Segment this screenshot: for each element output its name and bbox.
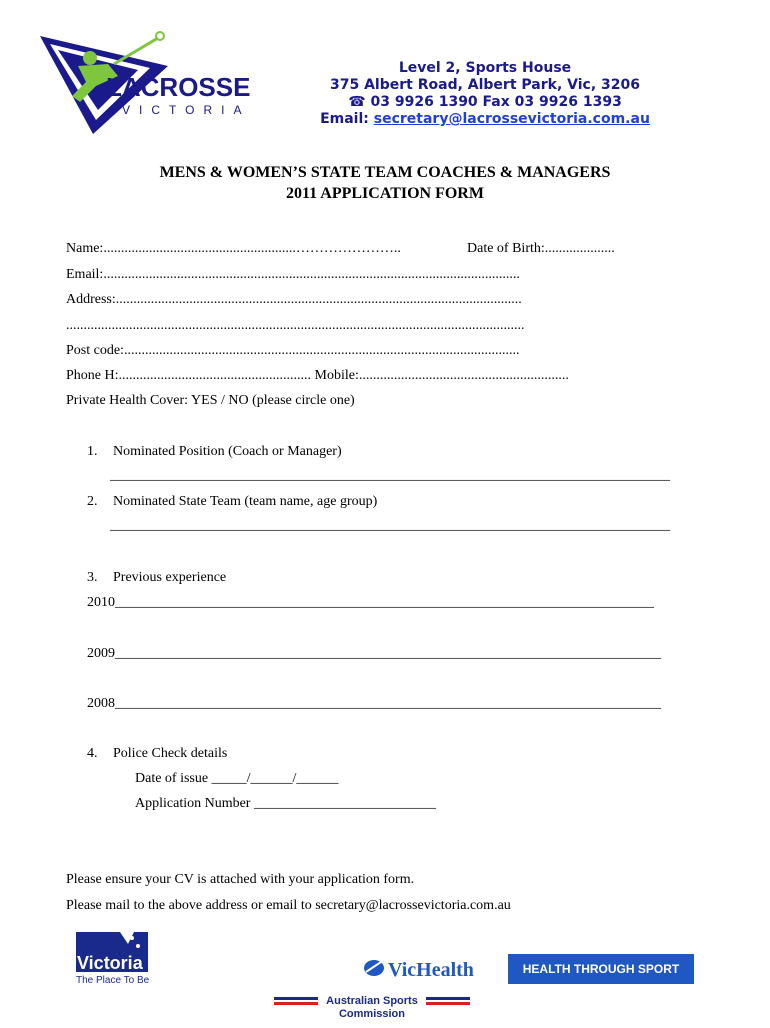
experience-2010-line[interactable]: 2010_____________________________________________________________________________ [87,595,654,610]
victoria-government-logo [74,930,152,986]
lacrosse-victoria-logo [18,16,264,140]
victoria-wordmark: Victoria [77,953,143,973]
email-label: Email: [320,111,369,127]
contact-phone [285,94,685,111]
question-3-label: Previous experience [113,570,227,585]
question-4-number: 4. [87,746,98,761]
dob-field[interactable]: Date of Birth:.................... [467,241,615,256]
asc-line-2: Commission [338,1008,406,1020]
phone-icon: ☎ [348,94,366,110]
question-4 [87,746,227,762]
question-1-number: 1. [87,444,98,459]
email-field[interactable]: Email:....................................................................................................................... [66,267,520,282]
question-2-number: 2. [87,494,98,509]
logo-wordmark: LACROSSE [106,72,251,102]
question-3 [87,570,226,586]
address-field[interactable]: Address:.................................................................................................................... [66,292,522,307]
name-field[interactable]: Name:.......................................................………………….. [66,241,401,256]
police-check-issue-date[interactable]: Date of issue _____/______/______ [135,771,339,786]
question-1-answer-line[interactable]: ________________________________________________________________________________ [110,468,670,483]
experience-2008-line[interactable]: 2008______________________________________________________________________________ [87,696,661,711]
contact-line-1: Level 2, Sports House [398,60,572,76]
form-title-line-1: MENS & WOMEN’S STATE TEAM COACHES & MANAGERS [159,164,611,181]
question-1-label: Nominated Position (Coach or Manager) [113,444,342,459]
police-check-application-number[interactable]: Application Number __________________________ [135,796,436,811]
question-2 [87,494,377,510]
vichealth-logo [362,954,494,984]
contact-line-2: 375 Albert Road, Albert Park, Vic, 3206 [330,77,640,93]
private-health-question: Private Health Cover: YES / NO (please circle one) [66,393,355,408]
victoria-tagline: The Place To Be [76,975,150,986]
australian-sports-commission-logo [274,993,470,1023]
health-through-sport-text: HEALTH THROUGH SPORT [522,962,680,976]
postcode-field[interactable]: Post code:................................................................................................................. [66,343,520,358]
address-field-line-2[interactable]: ................................................................................................................................... [66,318,525,333]
vichealth-wordmark: VicHealth [388,959,474,981]
question-2-label: Nominated State Team (team name, age group) [113,494,378,509]
phone-field[interactable]: Phone H:....................................................... Mobile:............................................................ [66,368,569,383]
question-1 [87,444,342,460]
cv-note: Please ensure your CV is attached with your application form. [66,872,415,887]
asc-line-1: Australian Sports [326,995,418,1007]
experience-2009-line[interactable]: 2009______________________________________________________________________________ [87,646,661,661]
form-title-line-2: 2011 APPLICATION FORM [286,185,484,202]
email-link[interactable]: secretary@lacrossevictoria.com.au [373,111,650,127]
contact-email [285,111,685,128]
question-2-answer-line[interactable]: ________________________________________________________________________________ [110,518,670,533]
question-4-label: Police Check details [113,746,228,761]
logo-subtitle: VICTORIA [122,103,251,117]
phone-text: 03 9926 1390 Fax 03 9926 1393 [370,94,622,110]
mail-note: Please mail to the above address or email to secretary@lacrossevictoria.com.au [66,898,511,913]
health-through-sport-banner [508,954,694,984]
question-3-number: 3. [87,570,98,585]
